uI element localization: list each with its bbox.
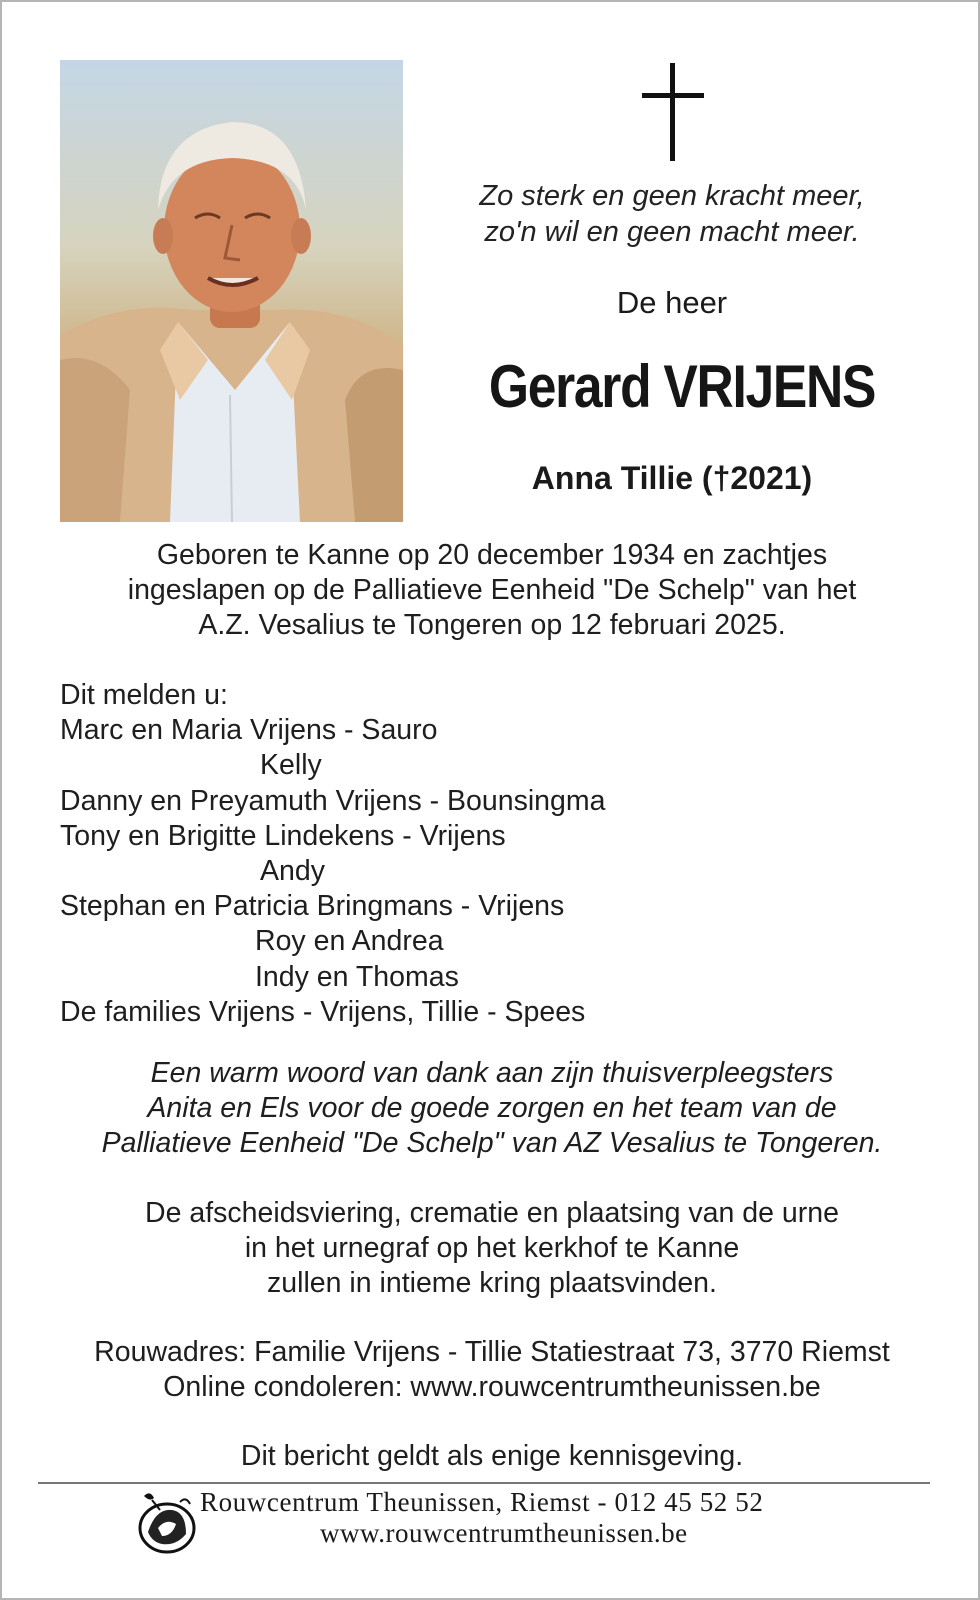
memorial-quote [442, 178, 902, 250]
birth-death-line: Geboren te Kanne op 20 december 1934 en zachtjes [156, 539, 828, 571]
funeral-home-website[interactable]: www.rouwcentrumtheunissen.be [320, 1518, 688, 1548]
birth-death-line: A.Z. Vesalius te Tongeren op 12 februari 2025. [198, 609, 786, 641]
family-line: Kelly [260, 749, 322, 782]
family-line: Tony en Brigitte Lindekens - Vrijens [60, 819, 506, 852]
birth-death-details [42, 538, 942, 643]
portrait-photo [60, 60, 403, 522]
family-line: Roy en Andrea [255, 925, 444, 958]
footer-divider [38, 1482, 930, 1484]
quote-line: Zo sterk en geen kracht meer, [479, 180, 865, 212]
quote-line: zo'n wil en geen macht meer. [484, 216, 860, 248]
sole-notice: Dit bericht geldt als enige kennisgeving. [240, 1440, 744, 1472]
thanks-line: Palliatieve Eenheid "De Schelp" van AZ Vesalius te Tongeren. [101, 1127, 883, 1159]
thanks-line: Anita en Els voor de goede zorgen en het team van de [147, 1092, 837, 1124]
honorific: De heer [616, 285, 728, 320]
funeral-home-line: Rouwcentrum Theunissen, Riemst - 012 45 52 52 [200, 1487, 764, 1517]
spouse-name: Anna Tillie (†2021) [531, 460, 813, 496]
family-line: De families Vrijens - Vrijens, Tillie - Spees [60, 995, 586, 1028]
ceremony-info [42, 1196, 942, 1301]
thanks-message [32, 1056, 952, 1161]
mourning-address: Rouwadres: Familie Vrijens - Tillie Statiestraat 73, 3770 Riemst [94, 1336, 890, 1368]
family-line: Andy [260, 855, 325, 888]
latin-cross-icon [642, 63, 704, 161]
family-notice-list [60, 678, 940, 1030]
ceremony-line: De afscheidsviering, crematie en plaatsing van de urne [145, 1197, 839, 1229]
deceased-name: Gerard VRIJENS [488, 353, 876, 420]
funeral-home-logo-icon [136, 1488, 198, 1554]
online-condolence[interactable]: Online condoleren: www.rouwcentrumtheunissen.be [163, 1371, 821, 1403]
birth-death-line: ingeslapen op de Palliatieve Eenheid "De Schelp" van het [127, 574, 857, 606]
family-line: Marc en Maria Vrijens - Sauro [60, 714, 438, 747]
thanks-line: Een warm woord van dank aan zijn thuisverpleegsters [150, 1057, 834, 1089]
contact-info [32, 1335, 952, 1405]
family-line: Danny en Preyamuth Vrijens - Bounsingma [60, 784, 606, 817]
family-line: Stephan en Patricia Bringmans - Vrijens [60, 890, 565, 923]
ceremony-line: in het urnegraf op het kerkhof te Kanne [244, 1232, 740, 1264]
ceremony-line: zullen in intieme kring plaatsvinden. [267, 1267, 717, 1299]
family-line: Indy en Thomas [255, 960, 459, 993]
notice-intro: Dit melden u: [60, 679, 228, 711]
